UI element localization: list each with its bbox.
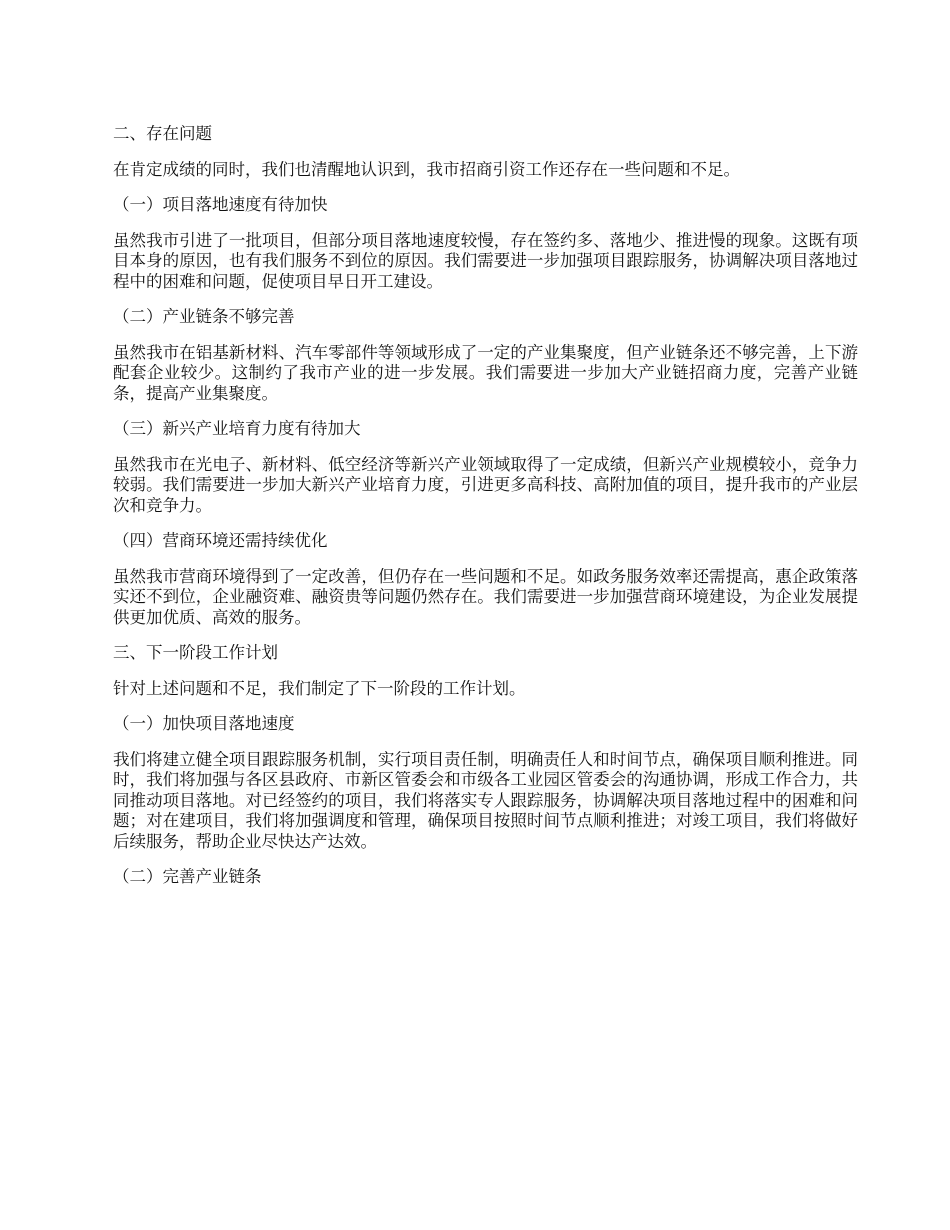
subheading-business-environment: （四）营商环境还需持续优化 — [113, 531, 328, 550]
subheading-speed-up-landing: （一）加快项目落地速度 — [113, 714, 295, 733]
section-heading-issues: 二、存在问题 — [113, 124, 212, 143]
paragraph-next-plan-intro: 针对上述问题和不足，我们制定了下一阶段的工作计划。 — [113, 678, 526, 698]
subheading-improve-chain: （二）完善产业链条 — [113, 867, 262, 886]
subheading-emerging-industry: （三）新兴产业培育力度有待加大 — [113, 419, 361, 438]
section-heading-next-plan: 三、下一阶段工作计划 — [113, 643, 278, 662]
paragraph-business-environment: 虽然我市营商环境得到了一定改善，但仍存在一些问题和不足。如政务服务效率还需提高，惠企政策落实还不到位，企业融资难、融资贵等问题仍然存在。我们需要进一步加强营商环境建设，为企业发展提供更加优质、高效的服务。 — [113, 566, 858, 627]
paragraph-industry-chain: 虽然我市在铝基新材料、汽车零部件等领域形成了一定的产业集聚度，但产业链条还不够完善，上下游配套企业较少。这制约了我市产业的进一步发展。我们需要进一步加大产业链招商力度，完善产业链条，提高产业集聚度。 — [113, 342, 858, 403]
paragraph-project-landing-speed: 虽然我市引进了一批项目，但部分项目落地速度较慢，存在签约多、落地少、推进慢的现象。这既有项目本身的原因，也有我们服务不到位的原因。我们需要进一步加强项目跟踪服务，协调解决项目落地过程中的困难和问题，促使项目早日开工建设。 — [113, 230, 858, 291]
subheading-project-landing-speed: （一）项目落地速度有待加快 — [113, 195, 328, 214]
paragraph-speed-up-landing: 我们将建立健全项目跟踪服务机制，实行项目责任制，明确责任人和时间节点，确保项目顺利推进。同时，我们将加强与各区县政府、市新区管委会和市级各工业园区管委会的沟通协调，形成工作合力，共同推动项目落地。对已经签约的项目，我们将落实专人跟踪服务，协调解决项目落地过程中的困难和问题；对在建项目，我们将加强调度和管理，确保项目按照时间节点顺利推进；对竣工项目，我们将做好后续服务，帮助企业尽快达产达效。 — [113, 749, 858, 851]
paragraph-issues-intro: 在肯定成绩的同时，我们也清醒地认识到，我市招商引资工作还存在一些问题和不足。 — [113, 159, 740, 179]
document-body — [113, 124, 858, 903]
paragraph-emerging-industry: 虽然我市在光电子、新材料、低空经济等新兴产业领域取得了一定成绩，但新兴产业规模较小，竞争力较弱。我们需要进一步加大新兴产业培育力度，引进更多高科技、高附加值的项目，提升我市的产业层次和竞争力。 — [113, 454, 858, 515]
subheading-industry-chain: （二）产业链条不够完善 — [113, 307, 295, 326]
